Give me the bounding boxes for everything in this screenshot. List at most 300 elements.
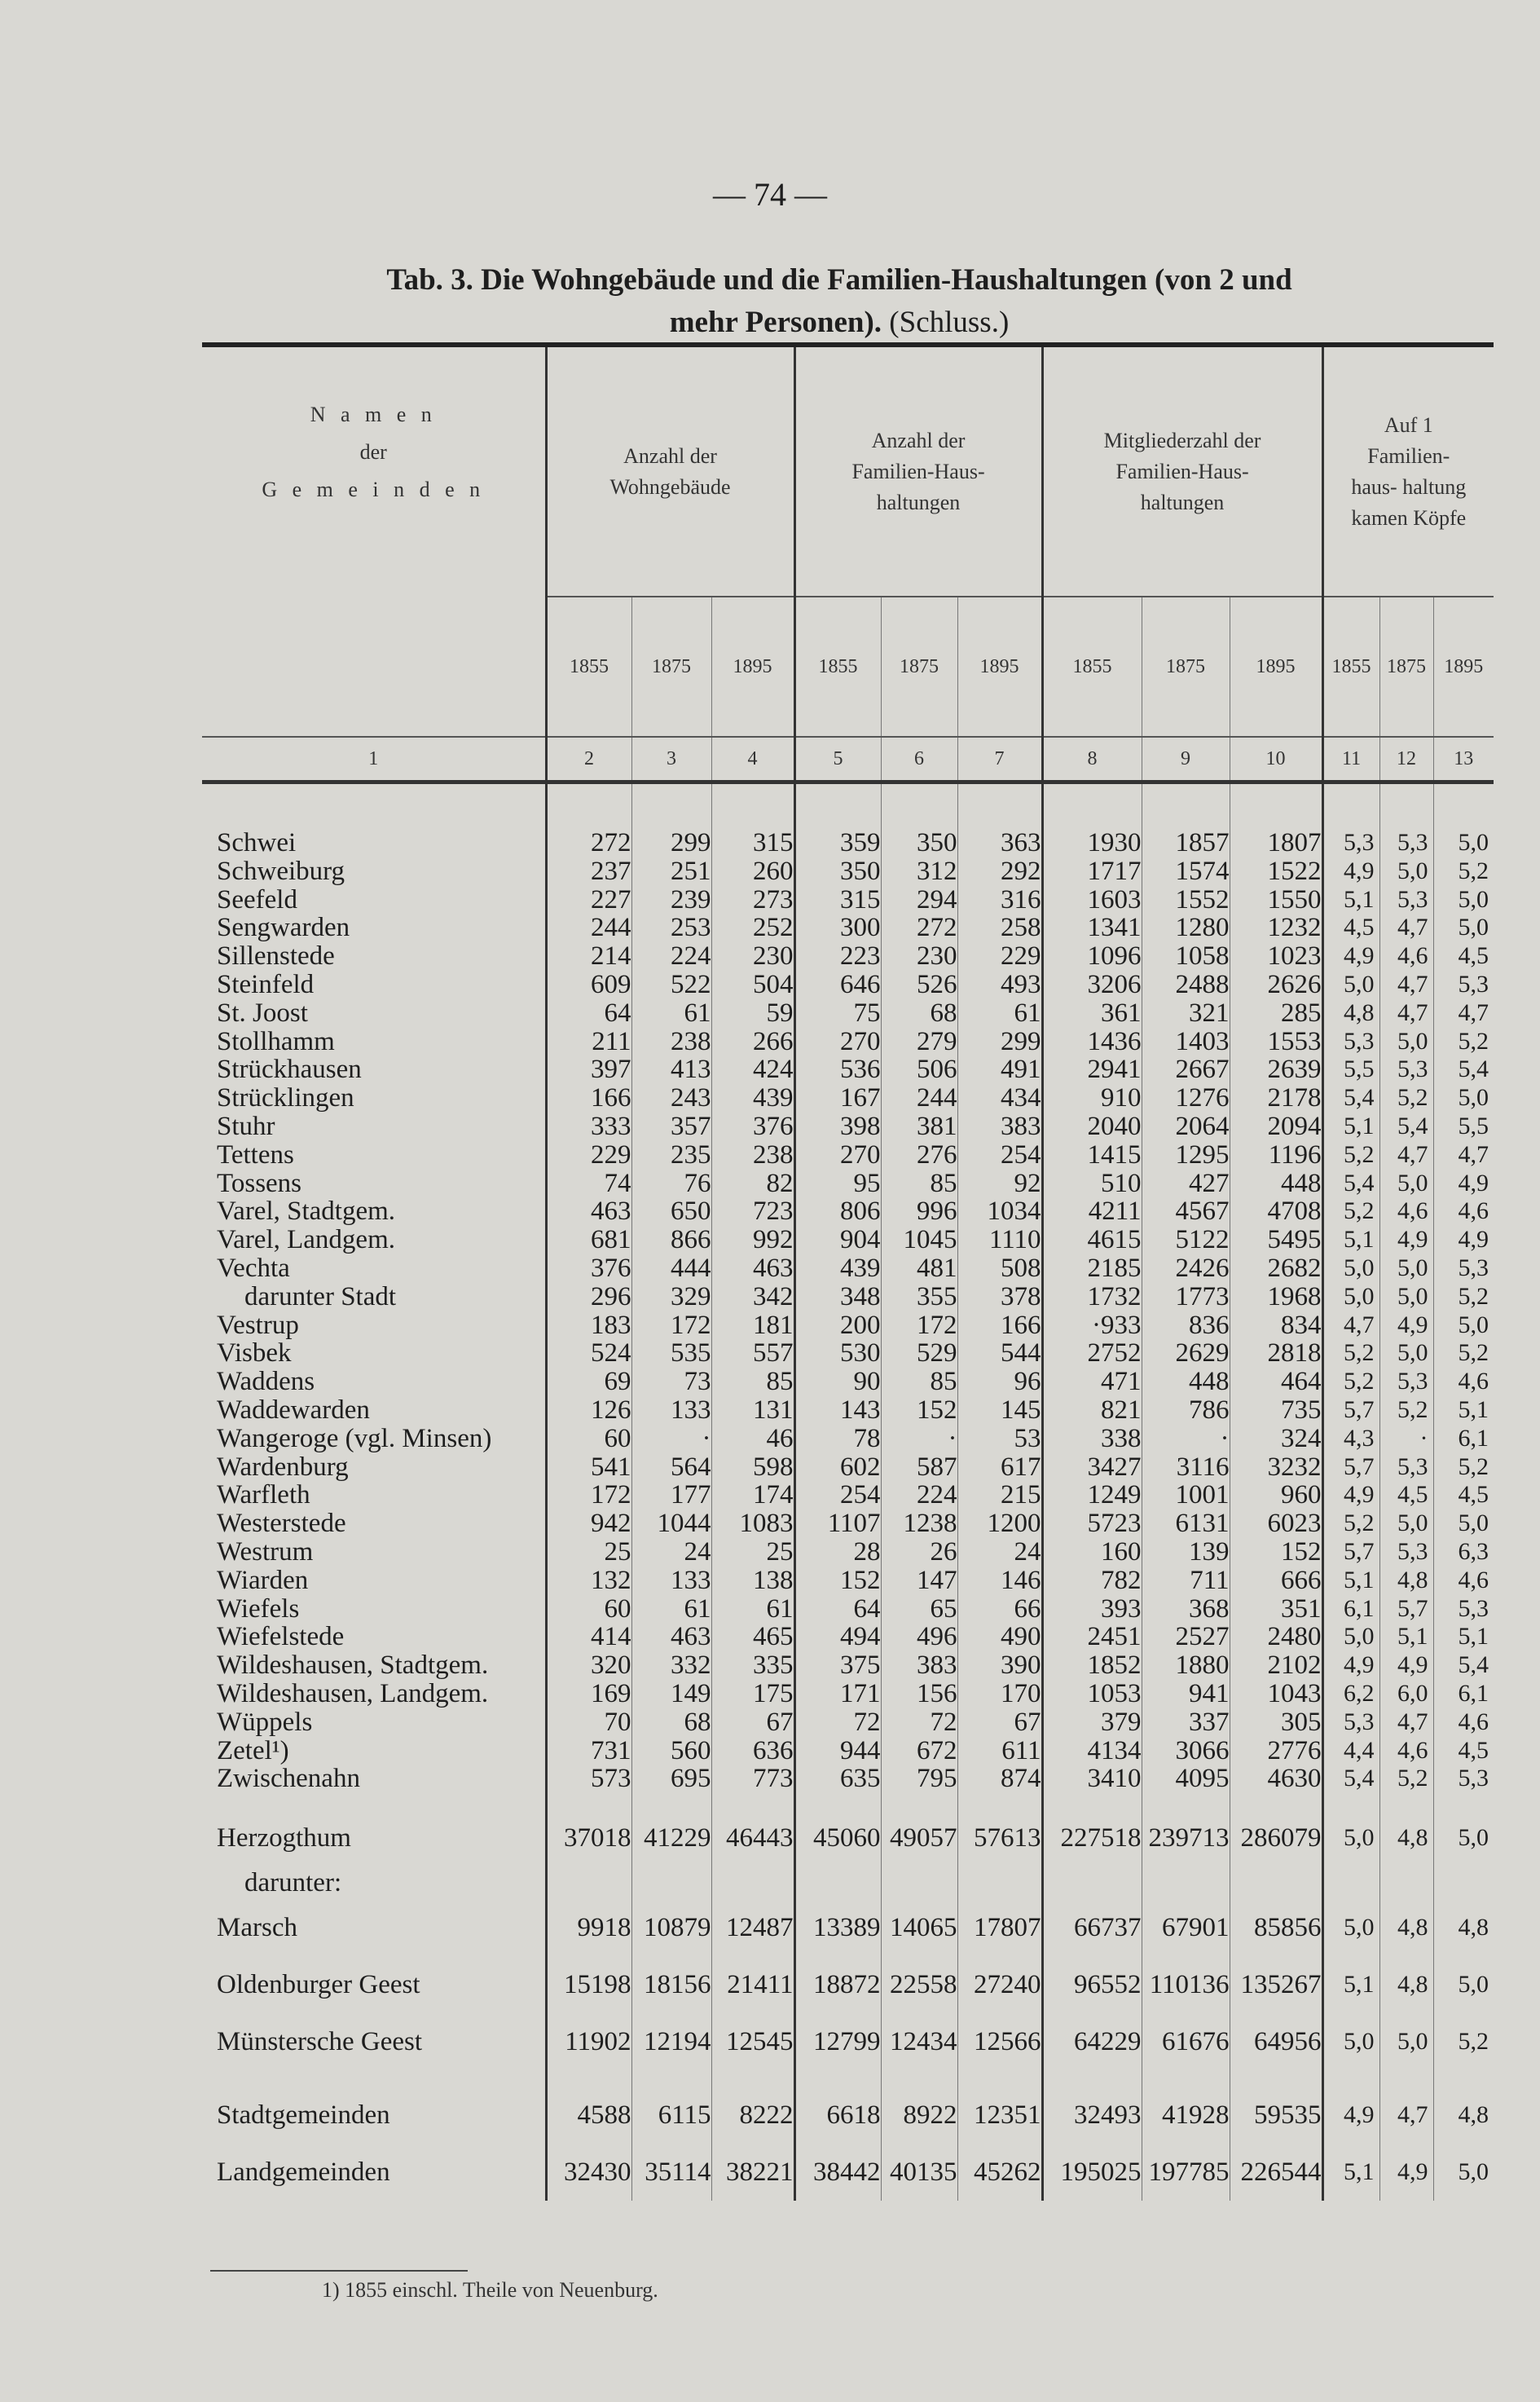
table-cell: 6,1 bbox=[1322, 1595, 1379, 1624]
table-cell: 292 bbox=[957, 857, 1042, 886]
table-cell: 46443 bbox=[711, 1809, 794, 1867]
table-cell: 424 bbox=[711, 1056, 794, 1084]
column-number: 5 bbox=[794, 737, 881, 782]
table-cell: 10879 bbox=[631, 1899, 711, 1956]
table-cell: 324 bbox=[1230, 1425, 1322, 1453]
municipality-name: Oldenburger Geest bbox=[217, 1970, 420, 2000]
table-cell: 1023 bbox=[1230, 942, 1322, 971]
table-cell: 315 bbox=[711, 829, 794, 857]
table-cell: 351 bbox=[1230, 1595, 1322, 1624]
table-cell: 6131 bbox=[1142, 1510, 1230, 1538]
table-cell: 5,0 bbox=[1322, 1809, 1379, 1867]
header-wohngebaeude: Anzahl der Wohngebäude bbox=[546, 345, 794, 597]
municipality-name: Wiarden bbox=[217, 1565, 309, 1595]
table-cell: 5,1 bbox=[1433, 1623, 1494, 1651]
column-number: 10 bbox=[1230, 737, 1322, 782]
table-cell: 5,0 bbox=[1433, 886, 1494, 915]
table-cell: 1553 bbox=[1230, 1028, 1322, 1056]
table-cell: 12194 bbox=[631, 2013, 711, 2070]
table-cell: 4630 bbox=[1230, 1765, 1322, 1793]
year-header: 1855 bbox=[546, 597, 631, 737]
table-cell: 866 bbox=[631, 1226, 711, 1254]
table-cell: 4588 bbox=[546, 2087, 631, 2144]
table-cell: 211 bbox=[546, 1028, 631, 1056]
table-cell: 564 bbox=[631, 1453, 711, 1482]
table-cell: 773 bbox=[711, 1765, 794, 1793]
table-cell: 4,5 bbox=[1322, 914, 1379, 942]
table-cell: 5,2 bbox=[1379, 1084, 1433, 1113]
table-cell: 5,3 bbox=[1322, 829, 1379, 857]
table-cell: 874 bbox=[957, 1765, 1042, 1793]
table-cell: 8222 bbox=[711, 2087, 794, 2144]
table-cell: 305 bbox=[1230, 1708, 1322, 1737]
table-cell: 1200 bbox=[957, 1510, 1042, 1538]
table-cell: 375 bbox=[794, 1651, 881, 1680]
table-cell: 378 bbox=[957, 1283, 1042, 1311]
footnote: 1) 1855 einschl. Theile von Neuenburg. bbox=[322, 2278, 658, 2302]
table-cell: 270 bbox=[794, 1141, 881, 1170]
table-cell: 38221 bbox=[711, 2144, 794, 2201]
column-number: 13 bbox=[1433, 737, 1494, 782]
table-cell: 650 bbox=[631, 1197, 711, 1226]
municipality-name: Wüppels bbox=[217, 1707, 313, 1737]
table-cell: 1053 bbox=[1042, 1680, 1142, 1708]
table-cell: 1574 bbox=[1142, 857, 1230, 886]
table-row bbox=[202, 1226, 1494, 1254]
table-cell: 609 bbox=[546, 971, 631, 999]
table-cell: 64956 bbox=[1230, 2013, 1322, 2070]
table-cell: 2818 bbox=[1230, 1339, 1322, 1368]
table-cell: 2185 bbox=[1042, 1254, 1142, 1283]
municipality-name: Sengwarden bbox=[217, 913, 350, 943]
table-cell: 444 bbox=[631, 1254, 711, 1283]
table-cell: 5,3 bbox=[1379, 1056, 1433, 1084]
table-cell: 5,3 bbox=[1433, 1254, 1494, 1283]
table-cell: 434 bbox=[957, 1084, 1042, 1113]
table-cell: 4,5 bbox=[1433, 1737, 1494, 1765]
table-cell: 12566 bbox=[957, 2013, 1042, 2070]
table-cell: 41928 bbox=[1142, 2087, 1230, 2144]
table-cell: 4,6 bbox=[1379, 1737, 1433, 1765]
table-cell: 5,2 bbox=[1379, 1396, 1433, 1425]
table-cell: 1968 bbox=[1230, 1283, 1322, 1311]
table-cell: 5,2 bbox=[1322, 1339, 1379, 1368]
table-cell: 4,8 bbox=[1379, 1567, 1433, 1595]
column-number: 3 bbox=[631, 737, 711, 782]
table-row bbox=[202, 1113, 1494, 1141]
table-row bbox=[202, 1708, 1494, 1737]
table-cell: 329 bbox=[631, 1283, 711, 1311]
table-cell: 131 bbox=[711, 1396, 794, 1425]
table-cell: 5,2 bbox=[1322, 1368, 1379, 1396]
table-cell: 3116 bbox=[1142, 1453, 1230, 1482]
municipality-name: Sillenstede bbox=[217, 941, 335, 972]
table-cell: 5,3 bbox=[1379, 1538, 1433, 1567]
table-cell: 1717 bbox=[1042, 857, 1142, 886]
table-cell: 5,1 bbox=[1322, 1956, 1379, 2013]
municipality-name: Vestrup bbox=[217, 1310, 299, 1340]
table-cell: 299 bbox=[957, 1028, 1042, 1056]
table-cell: 376 bbox=[546, 1254, 631, 1283]
table-cell: 4,8 bbox=[1433, 1899, 1494, 1956]
table-cell: 711 bbox=[1142, 1567, 1230, 1595]
table-cell: 355 bbox=[881, 1283, 957, 1311]
table-cell: 5,0 bbox=[1379, 1510, 1433, 1538]
table-cell: 110136 bbox=[1142, 1956, 1230, 2013]
table-cell: 5,0 bbox=[1379, 857, 1433, 886]
table-cell: 5,0 bbox=[1379, 1170, 1433, 1198]
table-cell: 96 bbox=[957, 1368, 1042, 1396]
municipality-name: Marsch bbox=[217, 1913, 297, 1943]
table-cell: 65 bbox=[881, 1595, 957, 1624]
table-cell: 270 bbox=[794, 1028, 881, 1056]
table-cell: 1857 bbox=[1142, 829, 1230, 857]
table-cell: 1110 bbox=[957, 1226, 1042, 1254]
table-cell: 25 bbox=[546, 1538, 631, 1567]
table-cell: 5,0 bbox=[1433, 2144, 1494, 2201]
table-cell: 587 bbox=[881, 1453, 957, 1482]
table-cell: 4,6 bbox=[1433, 1708, 1494, 1737]
table-cell: 272 bbox=[881, 914, 957, 942]
table-cell: 1930 bbox=[1042, 829, 1142, 857]
table-cell: 72 bbox=[881, 1708, 957, 1737]
table-cell: 4,9 bbox=[1379, 1311, 1433, 1340]
table-cell: 237 bbox=[546, 857, 631, 886]
table-cell: 5,0 bbox=[1379, 1283, 1433, 1311]
table-cell: · bbox=[1142, 1425, 1230, 1453]
table-cell: 806 bbox=[794, 1197, 881, 1226]
table-cell: 286079 bbox=[1230, 1809, 1322, 1867]
table-row bbox=[202, 1481, 1494, 1510]
table-cell: 5,2 bbox=[1322, 1510, 1379, 1538]
table-cell: 6,0 bbox=[1379, 1680, 1433, 1708]
table-cell: 4,9 bbox=[1379, 1226, 1433, 1254]
table-cell: 2776 bbox=[1230, 1737, 1322, 1765]
table-cell: 321 bbox=[1142, 999, 1230, 1028]
table-cell: 12434 bbox=[881, 2013, 957, 2070]
table-cell: 26 bbox=[881, 1538, 957, 1567]
table-row bbox=[202, 914, 1494, 942]
table-cell: 573 bbox=[546, 1765, 631, 1793]
table-cell: 598 bbox=[711, 1453, 794, 1482]
table-cell: 251 bbox=[631, 857, 711, 886]
table-cell: 5,0 bbox=[1433, 914, 1494, 942]
table-cell: 448 bbox=[1230, 1170, 1322, 1198]
table-cell: 46 bbox=[711, 1425, 794, 1453]
table-row bbox=[202, 1809, 1494, 1867]
table-row bbox=[202, 1368, 1494, 1396]
table-cell: 67 bbox=[711, 1708, 794, 1737]
table-cell: 13389 bbox=[794, 1899, 881, 1956]
table-cell: 152 bbox=[794, 1567, 881, 1595]
table-cell: 2527 bbox=[1142, 1623, 1230, 1651]
table-cell: 557 bbox=[711, 1339, 794, 1368]
table-cell: 57613 bbox=[957, 1809, 1042, 1867]
table-cell: 1043 bbox=[1230, 1680, 1322, 1708]
table-cell: 5,2 bbox=[1433, 1339, 1494, 1368]
table-cell: 96552 bbox=[1042, 1956, 1142, 2013]
municipality-name: Warfleth bbox=[217, 1480, 310, 1510]
title-suffix: (Schluss.) bbox=[889, 306, 1010, 339]
municipality-name: Tossens bbox=[217, 1168, 302, 1198]
table-cell: 363 bbox=[957, 829, 1042, 857]
table-cell: 5,5 bbox=[1433, 1113, 1494, 1141]
municipality-name: Tettens bbox=[217, 1139, 294, 1170]
table-cell: 82 bbox=[711, 1170, 794, 1198]
table-cell: 61676 bbox=[1142, 2013, 1230, 2070]
table-cell: 9918 bbox=[546, 1899, 631, 1956]
municipality-name: Steinfeld bbox=[217, 969, 315, 999]
table-cell: 2682 bbox=[1230, 1254, 1322, 1283]
table-row bbox=[202, 1425, 1494, 1453]
column-number: 12 bbox=[1379, 737, 1433, 782]
table-cell: 53 bbox=[957, 1425, 1042, 1453]
table-cell: 522 bbox=[631, 971, 711, 999]
table-cell: 28 bbox=[794, 1538, 881, 1567]
table-cell: 602 bbox=[794, 1453, 881, 1482]
table-cell: 2064 bbox=[1142, 1113, 1230, 1141]
table-cell: 941 bbox=[1142, 1680, 1230, 1708]
table-cell: 197785 bbox=[1142, 2144, 1230, 2201]
table-cell: 5,0 bbox=[1322, 2013, 1379, 2070]
municipality-name: Schweiburg bbox=[217, 856, 345, 886]
table-cell: 85 bbox=[881, 1368, 957, 1396]
table-cell: 4,9 bbox=[1322, 942, 1379, 971]
table-cell: 4,7 bbox=[1322, 1311, 1379, 1340]
table-cell: 244 bbox=[881, 1084, 957, 1113]
table-cell: 49057 bbox=[881, 1809, 957, 1867]
table-cell: 4,6 bbox=[1433, 1567, 1494, 1595]
table-cell: 227 bbox=[546, 886, 631, 915]
table-cell: 636 bbox=[711, 1737, 794, 1765]
table-cell: 2941 bbox=[1042, 1056, 1142, 1084]
table-cell: 4,7 bbox=[1379, 999, 1433, 1028]
table-cell: 4,7 bbox=[1379, 1141, 1433, 1170]
footnote-rule bbox=[210, 2270, 468, 2272]
table-cell: 12351 bbox=[957, 2087, 1042, 2144]
table-cell: 992 bbox=[711, 1226, 794, 1254]
table-cell: 1280 bbox=[1142, 914, 1230, 942]
table-cell: 333 bbox=[546, 1113, 631, 1141]
table-cell: 471 bbox=[1042, 1368, 1142, 1396]
table-cell: 5,0 bbox=[1379, 1339, 1433, 1368]
municipality-name: Münstersche Geest bbox=[217, 2027, 423, 2057]
table-cell: 5,3 bbox=[1379, 1368, 1433, 1396]
table-cell: 1522 bbox=[1230, 857, 1322, 886]
table-cell: 439 bbox=[794, 1254, 881, 1283]
table-cell: 235 bbox=[631, 1141, 711, 1170]
table-cell: 448 bbox=[1142, 1368, 1230, 1396]
year-header: 1895 bbox=[957, 597, 1042, 737]
table-cell: 2626 bbox=[1230, 971, 1322, 999]
table-cell: 4,7 bbox=[1433, 1141, 1494, 1170]
table-row bbox=[202, 1283, 1494, 1311]
table-cell: 782 bbox=[1042, 1567, 1142, 1595]
table-cell: 5,3 bbox=[1433, 971, 1494, 999]
table-row bbox=[202, 1956, 1494, 2013]
header-mitglieder: Mitgliederzahl der Familien-Haus- haltungen bbox=[1042, 345, 1322, 597]
table-cell: 1550 bbox=[1230, 886, 1322, 915]
table-cell: 18156 bbox=[631, 1956, 711, 2013]
table-cell: 4,6 bbox=[1433, 1368, 1494, 1396]
table-cell: 5,0 bbox=[1379, 1254, 1433, 1283]
table-cell: 1238 bbox=[881, 1510, 957, 1538]
municipality-name: Vechta bbox=[217, 1253, 290, 1283]
table-cell: 4,9 bbox=[1379, 2144, 1433, 2201]
table-cell: 5,3 bbox=[1322, 1028, 1379, 1056]
table-cell: 2178 bbox=[1230, 1084, 1322, 1113]
table-cell: 1807 bbox=[1230, 829, 1322, 857]
table-cell: 379 bbox=[1042, 1708, 1142, 1737]
table-cell: 617 bbox=[957, 1453, 1042, 1482]
table-cell: 230 bbox=[711, 942, 794, 971]
table-cell: 6,2 bbox=[1322, 1680, 1379, 1708]
table-cell: 529 bbox=[881, 1339, 957, 1368]
table-cell: 348 bbox=[794, 1283, 881, 1311]
table-cell: 24 bbox=[631, 1538, 711, 1567]
table-cell: 67901 bbox=[1142, 1899, 1230, 1956]
table-cell: 350 bbox=[881, 829, 957, 857]
table-cell: 69 bbox=[546, 1368, 631, 1396]
table-cell: 786 bbox=[1142, 1396, 1230, 1425]
table-cell: 795 bbox=[881, 1765, 957, 1793]
table-cell: 510 bbox=[1042, 1170, 1142, 1198]
table-cell: 90 bbox=[794, 1368, 881, 1396]
table-cell: 735 bbox=[1230, 1396, 1322, 1425]
municipality-name: Wildeshausen, Stadtgem. bbox=[217, 1651, 489, 1681]
table-row bbox=[202, 1056, 1494, 1084]
table-cell: 368 bbox=[1142, 1595, 1230, 1624]
table-cell: 133 bbox=[631, 1567, 711, 1595]
table-cell: 61 bbox=[631, 1595, 711, 1624]
table-cell: 5,5 bbox=[1322, 1056, 1379, 1084]
table-cell: 4567 bbox=[1142, 1197, 1230, 1226]
table-cell: 45262 bbox=[957, 2144, 1042, 2201]
table-cell: 383 bbox=[957, 1113, 1042, 1141]
table-cell: 5,4 bbox=[1433, 1056, 1494, 1084]
table-cell: 1249 bbox=[1042, 1481, 1142, 1510]
table-cell: 8922 bbox=[881, 2087, 957, 2144]
table-cell: 4,8 bbox=[1379, 1899, 1433, 1956]
table-cell: 152 bbox=[881, 1396, 957, 1425]
table-cell: 276 bbox=[881, 1141, 957, 1170]
table-cell: 238 bbox=[711, 1141, 794, 1170]
table-cell: 227518 bbox=[1042, 1809, 1142, 1867]
table-cell: 95 bbox=[794, 1170, 881, 1198]
municipality-name: Stadtgemeinden bbox=[217, 2100, 390, 2131]
table-cell: 350 bbox=[794, 857, 881, 886]
table-cell: 1276 bbox=[1142, 1084, 1230, 1113]
table-cell: 224 bbox=[881, 1481, 957, 1510]
table-cell: 37018 bbox=[546, 1809, 631, 1867]
table-cell: 4095 bbox=[1142, 1765, 1230, 1793]
table-cell: 3206 bbox=[1042, 971, 1142, 999]
table-cell: 224 bbox=[631, 942, 711, 971]
table-cell: 38442 bbox=[794, 2144, 881, 2201]
table-cell: 4708 bbox=[1230, 1197, 1322, 1226]
table-cell: 15198 bbox=[546, 1956, 631, 2013]
table-cell: 143 bbox=[794, 1396, 881, 1425]
table-cell: 266 bbox=[711, 1028, 794, 1056]
table-cell: 5,1 bbox=[1322, 886, 1379, 915]
table-cell: 695 bbox=[631, 1765, 711, 1793]
table-cell: 85 bbox=[881, 1170, 957, 1198]
table-cell: 1196 bbox=[1230, 1141, 1322, 1170]
table-cell: 1096 bbox=[1042, 942, 1142, 971]
table-cell: 32493 bbox=[1042, 2087, 1142, 2144]
column-number: 4 bbox=[711, 737, 794, 782]
table-cell: 1403 bbox=[1142, 1028, 1230, 1056]
table-cell: 12799 bbox=[794, 2013, 881, 2070]
table-cell: 4,5 bbox=[1433, 1481, 1494, 1510]
table-cell: 4,8 bbox=[1322, 999, 1379, 1028]
table-cell: 5,1 bbox=[1322, 1113, 1379, 1141]
year-header: 1855 bbox=[1042, 597, 1142, 737]
year-header: 1895 bbox=[1433, 597, 1494, 737]
year-header: 1895 bbox=[711, 597, 794, 737]
table-cell: 59 bbox=[711, 999, 794, 1028]
table-cell: 5,2 bbox=[1433, 1283, 1494, 1311]
table-cell: 145 bbox=[957, 1396, 1042, 1425]
table-cell: 723 bbox=[711, 1197, 794, 1226]
table-cell: 5,2 bbox=[1433, 1028, 1494, 1056]
table-cell: 5,0 bbox=[1433, 1510, 1494, 1538]
table-cell: 61 bbox=[631, 999, 711, 1028]
header-name: N a m e n der G e m e i n d e n bbox=[262, 403, 486, 501]
table-cell: 5,4 bbox=[1379, 1113, 1433, 1141]
table-cell: 78 bbox=[794, 1425, 881, 1453]
table-cell: 5,0 bbox=[1433, 1311, 1494, 1340]
table-cell: 64229 bbox=[1042, 2013, 1142, 2070]
table-cell: 6618 bbox=[794, 2087, 881, 2144]
table-cell: 17807 bbox=[957, 1899, 1042, 1956]
table-cell: 5,4 bbox=[1322, 1170, 1379, 1198]
table-cell: 496 bbox=[881, 1623, 957, 1651]
table-cell: 252 bbox=[711, 914, 794, 942]
table-cell: 4,9 bbox=[1322, 2087, 1379, 2144]
table-cell: 25 bbox=[711, 1538, 794, 1567]
table-cell: 181 bbox=[711, 1311, 794, 1340]
table-cell: 524 bbox=[546, 1339, 631, 1368]
table-cell: 6,1 bbox=[1433, 1425, 1494, 1453]
table-cell: 279 bbox=[881, 1028, 957, 1056]
table-row bbox=[202, 1680, 1494, 1708]
table-cell: 67 bbox=[957, 1708, 1042, 1737]
table-cell: 1045 bbox=[881, 1226, 957, 1254]
table-cell: 1107 bbox=[794, 1510, 881, 1538]
table-cell: 342 bbox=[711, 1283, 794, 1311]
table-cell: 2488 bbox=[1142, 971, 1230, 999]
table-cell: 6115 bbox=[631, 2087, 711, 2144]
table-cell: 5,0 bbox=[1322, 1623, 1379, 1651]
table-cell: 2752 bbox=[1042, 1339, 1142, 1368]
table-cell: 273 bbox=[711, 886, 794, 915]
table-cell: 64 bbox=[794, 1595, 881, 1624]
table-cell: 4,9 bbox=[1322, 857, 1379, 886]
table-cell: 172 bbox=[631, 1311, 711, 1340]
table-cell: 6023 bbox=[1230, 1510, 1322, 1538]
table-cell: 427 bbox=[1142, 1170, 1230, 1198]
table-cell: 12545 bbox=[711, 2013, 794, 2070]
table-cell: 3232 bbox=[1230, 1453, 1322, 1482]
municipality-name: Wiefels bbox=[217, 1593, 300, 1624]
table-cell: 1083 bbox=[711, 1510, 794, 1538]
table-cell: 996 bbox=[881, 1197, 957, 1226]
table-cell: 4,9 bbox=[1322, 1651, 1379, 1680]
table-cell: 611 bbox=[957, 1737, 1042, 1765]
table-cell: 5,2 bbox=[1433, 1453, 1494, 1482]
title-line-1: Tab. 3. Die Wohngebäude und die Familien-Haushaltungen (von 2 und bbox=[386, 263, 1292, 297]
